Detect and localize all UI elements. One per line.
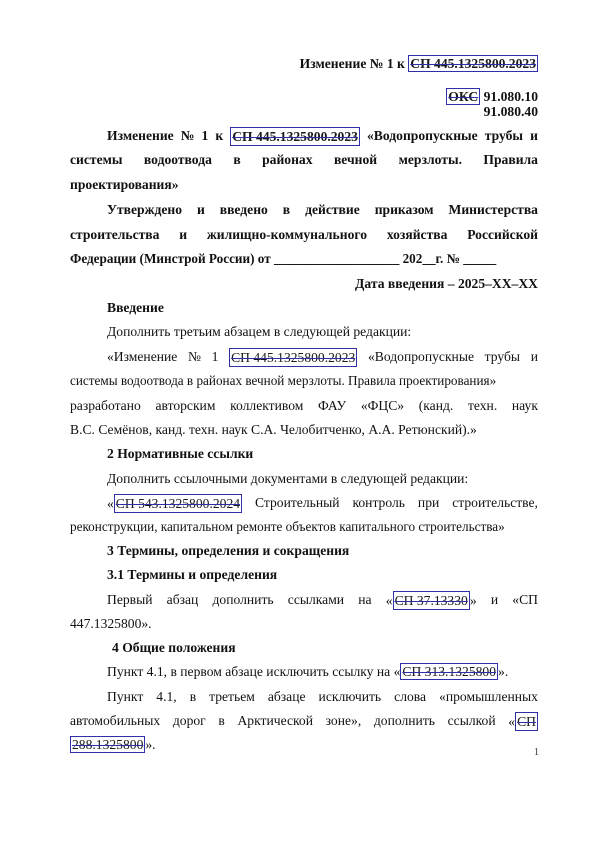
word: действие [305,202,360,217]
intro-line-2 [70,151,538,168]
word: и [530,349,538,364]
oks-label[interactable]: ОКС [448,89,479,104]
sp-reference-link[interactable]: СП 543.1325800.2024 [115,496,241,511]
word: водоотвода [143,152,212,167]
intro-line-3: проектирования» [70,177,179,192]
word: Изменение [107,128,174,143]
word: слова [394,689,427,704]
word: № [187,349,201,364]
word: и [196,202,205,217]
word: Пункт [107,689,144,704]
word: «Водопропускные [367,128,478,143]
word: техн. [467,398,498,413]
word: Министерства [448,202,538,217]
word: в [233,152,241,167]
sp-reference-link[interactable]: СП 445.1325800.2023 [410,56,536,71]
section-heading-introduction: Введение [107,300,164,315]
word: Первый [107,592,153,607]
word: ФАУ [318,398,347,413]
paragraph: Дополнить третьим абзацем в следующей редакции: [107,324,412,339]
word: наук [511,398,538,413]
word: хозяйства [386,227,448,242]
word: дорог [172,713,206,728]
word: мерзлоты. [398,152,462,167]
sp-reference-link[interactable]: СП 37.13330 [394,593,468,608]
word: коллективом [230,398,304,413]
word: Утверждено [107,202,182,217]
word: 1 [211,349,219,364]
text: ». [498,664,509,679]
sp-reference-link[interactable]: СП 445.1325800.2023 [231,350,356,365]
word: жилищно-коммунального [206,227,368,242]
general-paragraph-2-line-3 [70,736,156,753]
sp-reference-link[interactable]: СП [517,714,536,729]
word: автомобильных [70,713,161,728]
section-heading-general: 4 Общие положения [112,640,236,655]
word: зоне», [325,713,362,728]
section-heading-terms: 3 Термины, определения и сокращения [107,543,350,558]
word: на [358,592,372,607]
terms-line-1 [107,591,538,610]
sp-reference-link[interactable]: СП 445.1325800.2023 [232,129,358,144]
quote-line-1 [107,348,538,367]
intro-line-1 [107,127,538,146]
text: Пункт 4.1, в первом абзаце исключить ссылку на « [107,664,401,679]
general-paragraph-2-line-1 [107,688,538,705]
quote-line-2: системы водоотвода в районах вечной мерзлоты. Правила проектирования» [70,373,497,388]
word: третьем [209,689,255,704]
page-number: 1 [534,747,539,758]
word: ссылкой [447,713,496,728]
reference-entry: « СП [508,714,536,729]
general-paragraph-2-line-2 [70,712,538,731]
word: Строительный [255,495,340,510]
word: в [282,202,291,217]
word: авторским [155,398,216,413]
subsection-heading-terms-definitions: 3.1 Термины и определения [107,567,278,582]
word: «промышленных [439,689,538,704]
word: при [417,495,440,510]
word: и [530,128,538,143]
effective-date: Дата введения – 2025–ХХ–ХХ [355,276,538,291]
word: «Изменение [107,349,178,364]
sp-reference-link[interactable]: СП 313.1325800 [402,664,497,679]
word: к [215,128,224,143]
amendment-title [300,55,538,72]
word: исключить [318,689,382,704]
quote-line-3 [70,397,538,414]
word: и [490,592,499,607]
word: приказом [374,202,434,217]
oks-code-1: 91.080.10 [483,89,538,104]
word: районах [262,152,313,167]
reference-entry: « СП 37.13330 » [385,593,477,608]
word: разработано [70,398,141,413]
word: (канд. [418,398,454,413]
approval-line-3: Федерации (Минстрой России) от ___________________ 202__г. № _____ [70,251,497,266]
section-heading-normative-references: 2 Нормативные ссылки [107,446,254,461]
sp-reference-link[interactable]: 288.1325800 [72,737,144,752]
word: абзац [166,592,199,607]
word: Арктической [237,713,313,728]
word: «Водопропускные [367,349,474,364]
word: «СП [512,592,538,607]
approval-line-2 [70,226,538,243]
reference-entry: « СП 543.1325800.2024 [107,496,241,511]
word: и [179,227,188,242]
text: ». [145,737,156,752]
word: абзаце [267,689,306,704]
terms-line-2: 447.1325800». [70,616,152,631]
word: Российской [467,227,538,242]
word: введено [219,202,268,217]
word: ссылками [287,592,345,607]
word: трубы [484,128,524,143]
amendment-title-prefix: Изменение № 1 к [299,56,405,71]
word: 1 [201,128,209,143]
word: вечной [333,152,378,167]
word: трубы [484,349,521,364]
word: № [180,128,195,143]
word: в [218,713,225,728]
word: контроль [352,495,405,510]
word: 4.1, [156,689,177,704]
word: в [189,689,197,704]
word: системы [70,152,123,167]
word: Правила [483,152,538,167]
oks-code-2: 91.080.40 [483,104,538,119]
word: строительства [70,227,160,242]
oks-code-line-2 [484,103,538,120]
word: «ФЦС» [360,398,405,413]
word: дополнить [373,713,435,728]
quote-line-4: В.С. Семёнов, канд. техн. наук С.А. Челобитченко, А.А. Ретюнский).» [70,422,477,437]
word: дополнить [212,592,274,607]
reference-line-1 [107,494,538,513]
word: строительстве, [452,495,538,510]
approval-line-1 [107,201,538,218]
paragraph: Дополнить ссылочными документами в следующей редакции: [107,471,469,486]
general-paragraph-1 [107,663,508,680]
reference-line-2: реконструкции, капитальном ремонте объектов капитального строительства» [70,519,505,534]
